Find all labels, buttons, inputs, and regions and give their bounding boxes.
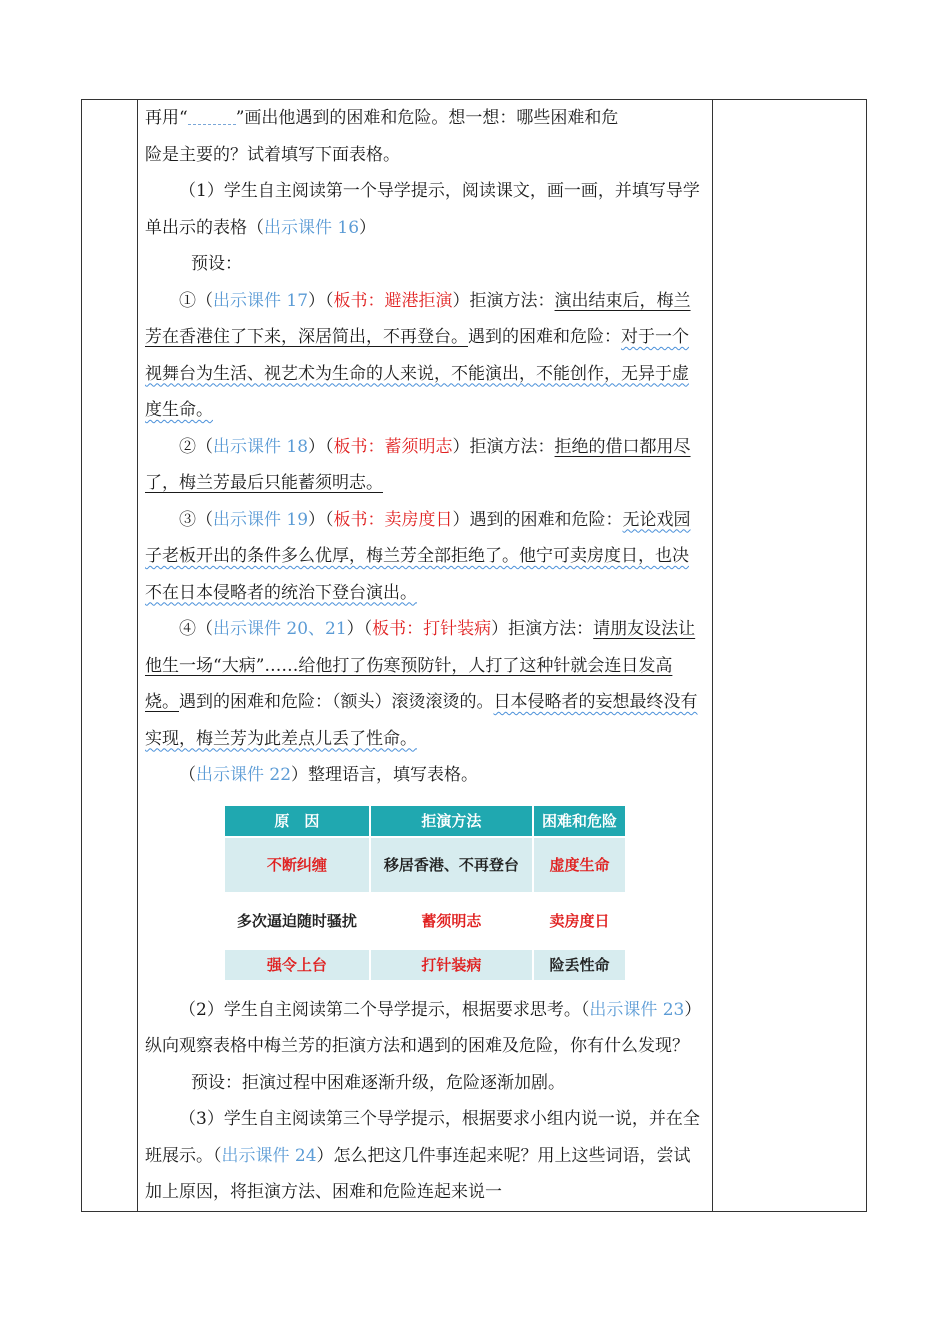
right-column <box>712 100 866 1211</box>
table-cell: 险丢性命 <box>533 949 626 981</box>
board-note: 板书：蓄须明志 <box>333 436 453 457</box>
summary-table-image <box>223 804 627 982</box>
item-3 <box>145 502 705 612</box>
table-cell: 移居香港、不再登台 <box>370 837 533 893</box>
header-cell: 拒演方法 <box>370 805 533 837</box>
text: ）（ <box>308 436 334 457</box>
table-cell: 蓄须明志 <box>370 893 533 949</box>
step-3 <box>145 1101 705 1211</box>
text: ）拒演方法： <box>491 619 594 639</box>
left-column <box>82 100 138 1211</box>
preset-2: 预设：拒演过程中困难逐渐升级，危险逐渐加剧。 <box>191 1072 565 1093</box>
board-note: 板书：卖房度日 <box>333 509 453 530</box>
text: ①（ <box>179 290 213 311</box>
courseware-ref: 出示课件 19 <box>213 509 309 530</box>
header-cell: 原 因 <box>224 805 370 837</box>
text: ④（ <box>179 619 213 639</box>
courseware-ref: 出示课件 24 <box>221 1145 317 1166</box>
summary-table <box>223 804 627 982</box>
item-4 <box>145 611 705 757</box>
underlined-text: 拒绝的借口都用尽了，梅兰芳最后只能蓄须明志。 <box>145 436 691 493</box>
table-header-row <box>224 805 626 837</box>
underlined-text: 请朋友设法让他生一场“大病”……给他打了伤寒预防针，人打了这种针就会连日发高烧。 <box>145 619 696 712</box>
wavy-text: 日本侵略者的妄想最终没有实现，梅兰芳为此差点儿丢了性命。 <box>145 692 698 749</box>
table-cell: 卖房度日 <box>533 893 626 949</box>
text: （ <box>179 765 196 785</box>
text: ）拒演方法： <box>452 436 555 457</box>
text: （1）学生自主阅读第一个导学提示，阅读课文，画一画，并填写导学单出示的表格（ <box>145 181 700 238</box>
text: ）（ <box>308 290 334 311</box>
step-2 <box>145 992 705 1065</box>
table-cell: 打针装病 <box>370 949 533 981</box>
text: ）（ <box>308 509 334 530</box>
table-row <box>224 893 626 949</box>
main-content <box>145 100 705 1211</box>
text: ）（ <box>346 619 373 639</box>
wavy-blank <box>188 112 236 125</box>
text: （2）学生自主阅读第二个导学提示，根据要求思考。（ <box>179 999 590 1020</box>
courseware-ref: 出示课件 20、21 <box>213 619 347 639</box>
text: 再用“ <box>145 108 188 128</box>
text: ）整理语言，填写表格。 <box>291 765 479 785</box>
board-note: 板书：打针装病 <box>372 619 492 639</box>
text: ）怎么把这几件事连起来呢？用上这些词语，尝试加上原因，将拒演方法、困难和危险连起来说一 <box>145 1145 691 1202</box>
text: 遇到的困难和危险： <box>468 327 621 347</box>
courseware-22-line <box>145 757 705 794</box>
lesson-table-frame <box>81 99 867 1212</box>
underlined-text: 演出结束后，梅兰芳在香港住了下来，深居简出，不再登台。 <box>145 290 691 347</box>
item-1 <box>145 283 705 429</box>
courseware-ref: 出示课件 18 <box>213 436 309 457</box>
text: ③（ <box>179 509 213 530</box>
courseware-ref: 出示课件 23 <box>589 999 685 1020</box>
board-note: 板书：避港拒演 <box>333 290 453 311</box>
text: ②（ <box>179 436 213 457</box>
wavy-text: 无论戏园子老板开出的条件多么优厚，梅兰芳全部拒绝了。他宁可卖房度日，也决不在日本侵略者的统治下登台演出。 <box>145 509 691 603</box>
header-cell: 困难和危险 <box>533 805 626 837</box>
item-2 <box>145 429 705 502</box>
table-cell: 多次逼迫随时骚扰 <box>224 893 370 949</box>
wavy-text: 对于一个视舞台为生活、视艺术为生命的人来说，不能演出，不能创作，无异于虚度生命。 <box>145 327 689 420</box>
text: 险是主要的？试着填写下面表格。 <box>145 144 400 165</box>
text: 遇到的困难和危险：（额头）滚烫滚烫的。 <box>179 692 494 712</box>
table-cell: 不断纠缠 <box>224 837 370 893</box>
step-1: （1）学生自主阅读第一个导学提示，阅读课文，画一画，并填写导学单出示的表格（出示课件 16） <box>145 181 700 238</box>
text: ）遇到的困难和危险： <box>452 509 623 530</box>
paragraph-intro <box>145 100 705 173</box>
table-row <box>224 837 626 893</box>
text: （3）学生自主阅读第三个导学提示，根据要求小组内说一说，并在全班展示。（ <box>145 1109 700 1166</box>
text: ）纵向观察表格中梅兰芳的拒演方法和遇到的困难及危险，你有什么发现？ <box>145 999 702 1056</box>
courseware-ref: 出示课件 17 <box>213 290 309 311</box>
text: ）拒演方法： <box>452 290 555 311</box>
table-row <box>224 949 626 981</box>
courseware-ref: 出示课件 22 <box>196 765 292 785</box>
table-cell: 虚度生命 <box>533 837 626 893</box>
text: ”画出他遇到的困难和危险。想一想：哪些困难和危 <box>235 108 619 128</box>
table-cell: 强令上台 <box>224 949 370 981</box>
preset-label: 预设： <box>191 254 242 274</box>
courseware-ref: 出示课件 16 <box>264 217 360 238</box>
